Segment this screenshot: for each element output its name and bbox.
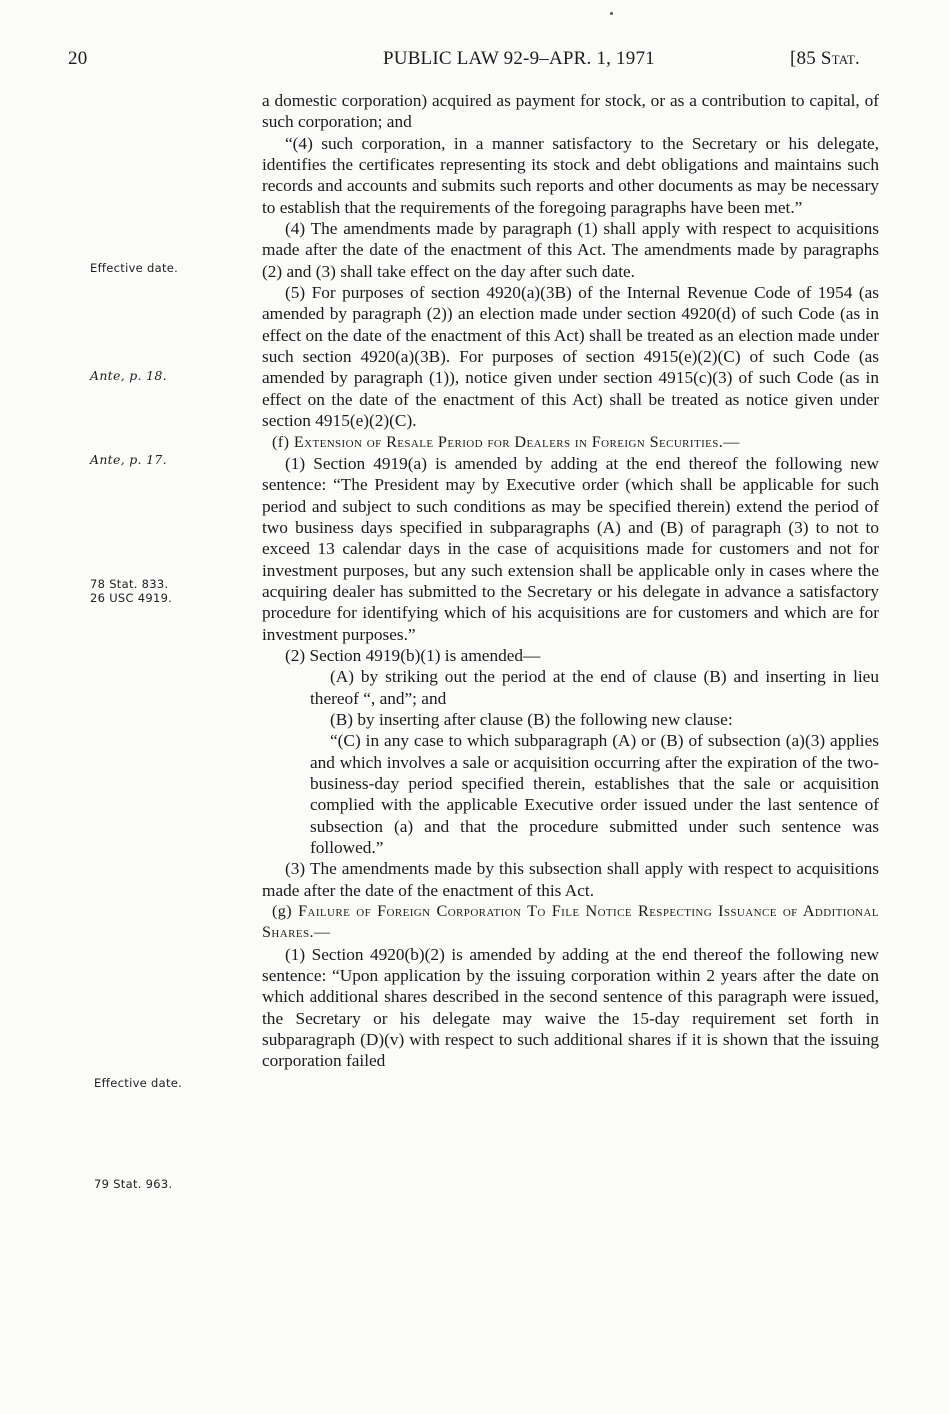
page-number: 20: [68, 48, 88, 69]
paragraph-f2: (2) Section 4919(b)(1) is amended—: [285, 645, 541, 665]
margin-note-78-stat: [90, 578, 172, 605]
clause-c-quoted: “(C) in any case to which subparagraph (A) or (B) of subsection (a)(3) applies and which involves a sale or acquisition occurring after the expiration of the two-business-day period specified therein, establishes that the sale or acquisition complied with the applicable Executive order issued under the last sentence of subsection (a) and that the procedure submitted under such sentence was followed.”: [310, 731, 879, 858]
clause-b: (B) by inserting after clause (B) the following new clause:: [330, 709, 733, 729]
paragraph-continuation: a domestic corporation) acquired as payment for stock, or as a contribution to capital, of such corporation; and: [262, 91, 879, 132]
margin-note-78-stat-line1: 78 Stat. 833.: [90, 577, 169, 591]
section-heading-f-prefix: (f): [272, 432, 294, 451]
paragraph-f1: (1) Section 4919(a) is amended by adding at the end thereof the following new sentence: “The President may by Executive order (which shall be applicable for such period and subject to such conditions as may be specified therein) extend the period of two business days specified in subparagraphs (A) and (B) of paragraph (3) to not to exceed 13 calendar days in the case of acquisitions made for customers and not for investment purposes, but any such extension shall be applicable only in cases where the acquiring dealer has submitted to the Secretary or his delegate in advance a satisfactory procedure for identifying which of his acquisitions are for customers and which are for investment purposes.”: [262, 453, 879, 644]
statute-word: Stat.: [820, 48, 860, 69]
margin-note-effective-date-2: Effective date.: [94, 1076, 183, 1090]
clause-a: (A) by striking out the period at the end of clause (B) and inserting in lieu thereof “, and”; and: [310, 667, 879, 708]
margin-note-ante-17: Ante, p. 17.: [90, 452, 167, 467]
paragraph-g1: (1) Section 4920(b)(2) is amended by adding at the end thereof the following new sentence: “Upon application by the issuing corporation within 2 years after the date on which additional shares described in the second sentence of this paragraph were issued, the Secretary or his delegate may waive the 15-day requirement set forth in subparagraph (D)(v) with respect to such additional shares if it is shown that the issuing corporation failed: [262, 944, 879, 1071]
statute-prefix: [85: [790, 48, 821, 69]
margin-note-effective-date: Effective date.: [90, 261, 179, 275]
section-heading-g-prefix: (g): [272, 902, 299, 921]
section-heading-f: [262, 432, 879, 453]
main-text: [262, 90, 879, 1072]
paragraph-4-quoted: “(4) such corporation, in a manner satisfactory to the Secretary or his delegate, identifies the certificates representing its stock and debt obligations and maintains such records and accounts and submits such reports and other documents as may be necessary to establish that the requirements of the foregoing paragraphs have been met.”: [262, 133, 879, 217]
page-title: PUBLIC LAW 92-9–APR. 1, 1971: [383, 48, 655, 69]
paragraph-4-effective: (4) The amendments made by paragraph (1) shall apply with respect to acquisitions made after the date of the enactment of this Act. The amendments made by paragraphs (2) and (3) shall take effect on the day after such date.: [262, 219, 879, 281]
paragraph-5: (5) For purposes of section 4920(a)(3B) of the Internal Revenue Code of 1954 (as amended by paragraph (2)) an election made under section 4920(d) of such Code (as in effect on the date of the enactment of this Act) shall be treated as an election made under such section 4920(a)(3B). For purposes of section 4915(e)(2)(C) of such Code (as amended by paragraph (1)), notice given under section 4915(c)(3) of such Code (as in effect on the date of the enactment of this Act) shall be treated as notice given under section 4915(e)(2)(C).: [262, 283, 879, 431]
section-heading-g-title: Failure of Foreign Corporation To File Notice Respecting Issuance of Additional Shares.—: [262, 902, 879, 942]
statute-reference: [790, 48, 860, 70]
scan-speck: [610, 12, 613, 15]
margin-note-ante-18: Ante, p. 18.: [90, 368, 167, 383]
paragraph-f3: (3) The amendments made by this subsection shall apply with respect to acquisitions made after the date of the enactment of this Act.: [262, 859, 879, 900]
section-heading-f-title: Extension of Resale Period for Dealers in Foreign Securities.—: [293, 432, 740, 451]
section-heading-g: [262, 901, 879, 944]
margin-note-79-stat: 79 Stat. 963.: [94, 1177, 173, 1191]
margin-note-78-stat-line2: 26 USC 4919.: [90, 590, 173, 605]
